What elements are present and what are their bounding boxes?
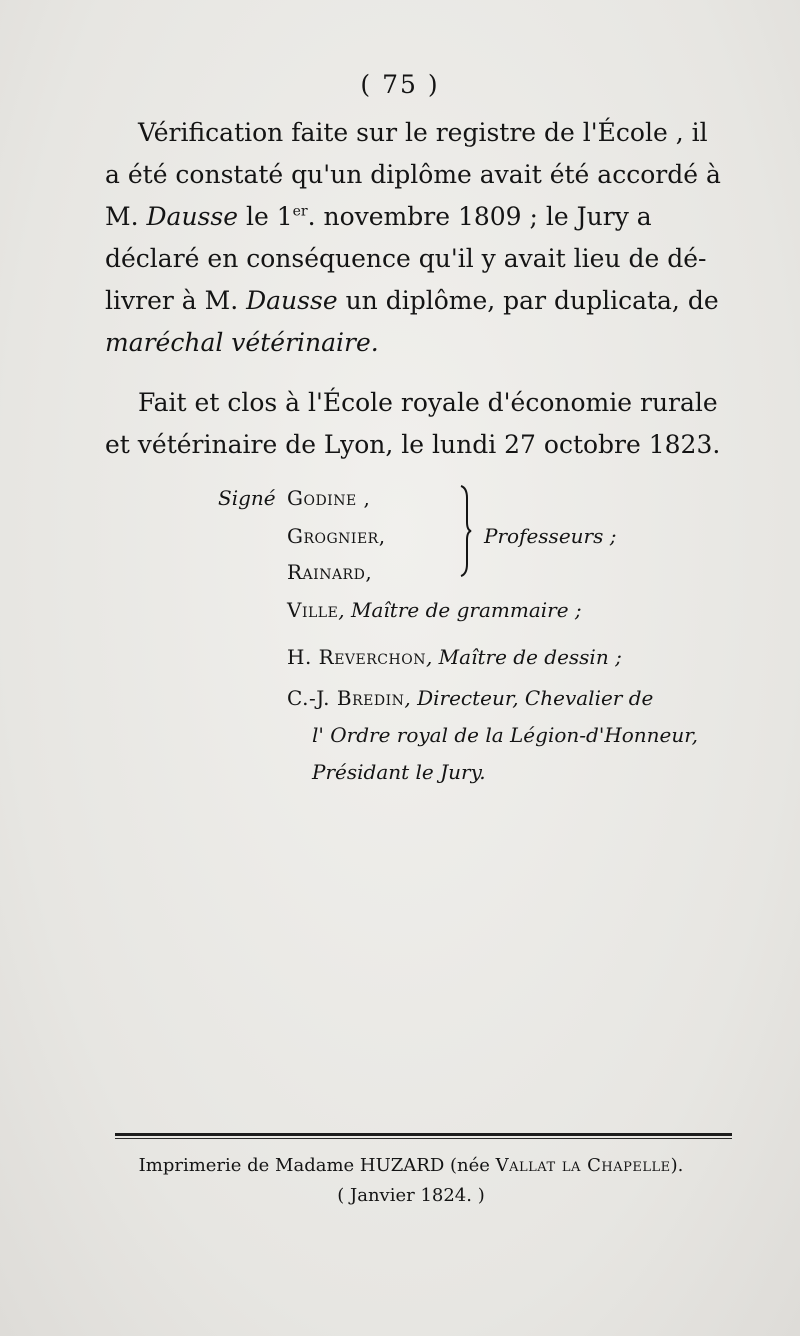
imprint-close: ). <box>670 1155 684 1176</box>
p2-line1: Fait et clos à l'École royale d'économie rurale <box>138 388 718 417</box>
signatory-grognier: Grognier, <box>287 524 386 548</box>
reverchon-name: H. Reverchon <box>287 645 426 669</box>
p1-line3-a: M. <box>105 202 147 231</box>
p1-line5-a: livrer à M. <box>105 286 247 315</box>
signatory-ville <box>287 596 582 624</box>
signatory-rainard: Rainard, <box>287 560 373 584</box>
reverchon-title: , Maître de dessin ; <box>425 645 622 669</box>
bredin-president-line: Présidant le Jury. <box>312 760 486 784</box>
imprint-nee: Vallat la Chapelle <box>495 1155 671 1176</box>
bredin-order-line: l' Ordre royal de la Légion-d'Honneur, <box>312 723 698 747</box>
p1-line4: déclaré en conséquence qu'il y avait lieu de dé- <box>105 244 707 273</box>
footer-rule <box>115 1133 732 1136</box>
name-dausse-2: Dausse <box>246 286 338 315</box>
right-brace <box>460 484 472 578</box>
bredin-title: , Directeur, Chevalier de <box>404 686 654 710</box>
paragraph-closing <box>105 382 727 466</box>
p1-line1: Vérification faite sur le registre de l'École , il <box>138 118 708 147</box>
professeurs-label: Professeurs ; <box>484 524 617 548</box>
imprint-line <box>0 1152 800 1180</box>
p1-line6: maréchal vétérinaire. <box>105 328 379 357</box>
paragraph-verification <box>105 112 727 364</box>
signatory-godine: Godine , <box>287 486 371 510</box>
page-number: ( 75 ) <box>360 70 440 99</box>
ville-name: Ville <box>287 598 339 622</box>
imprint-date: ( Janvier 1824. ) <box>337 1185 485 1206</box>
p2-line2: et vétérinaire de Lyon, le lundi 27 octobre 1823. <box>105 430 721 459</box>
superscript-er: er <box>292 203 308 220</box>
signatory-reverchon <box>287 643 622 671</box>
ville-title: , Maître de grammaire ; <box>338 598 582 622</box>
signatory-bredin <box>287 684 653 712</box>
name-dausse: Dausse <box>146 202 239 231</box>
footer-rule-thin <box>115 1138 732 1139</box>
p1-line3-b: le 1 <box>238 202 293 231</box>
p1-line5-b: un diplôme, par duplicata, de <box>337 286 719 315</box>
imprint-printer: Imprimerie de Madame HUZARD (née <box>138 1155 496 1176</box>
signe-label: Signé <box>218 486 276 510</box>
bredin-name: C.-J. Bredin <box>287 686 405 710</box>
p1-line3-c: . novembre 1809 ; le Jury a <box>307 202 652 231</box>
p1-line2: a été constaté qu'un diplôme avait été accordé à <box>105 160 721 189</box>
